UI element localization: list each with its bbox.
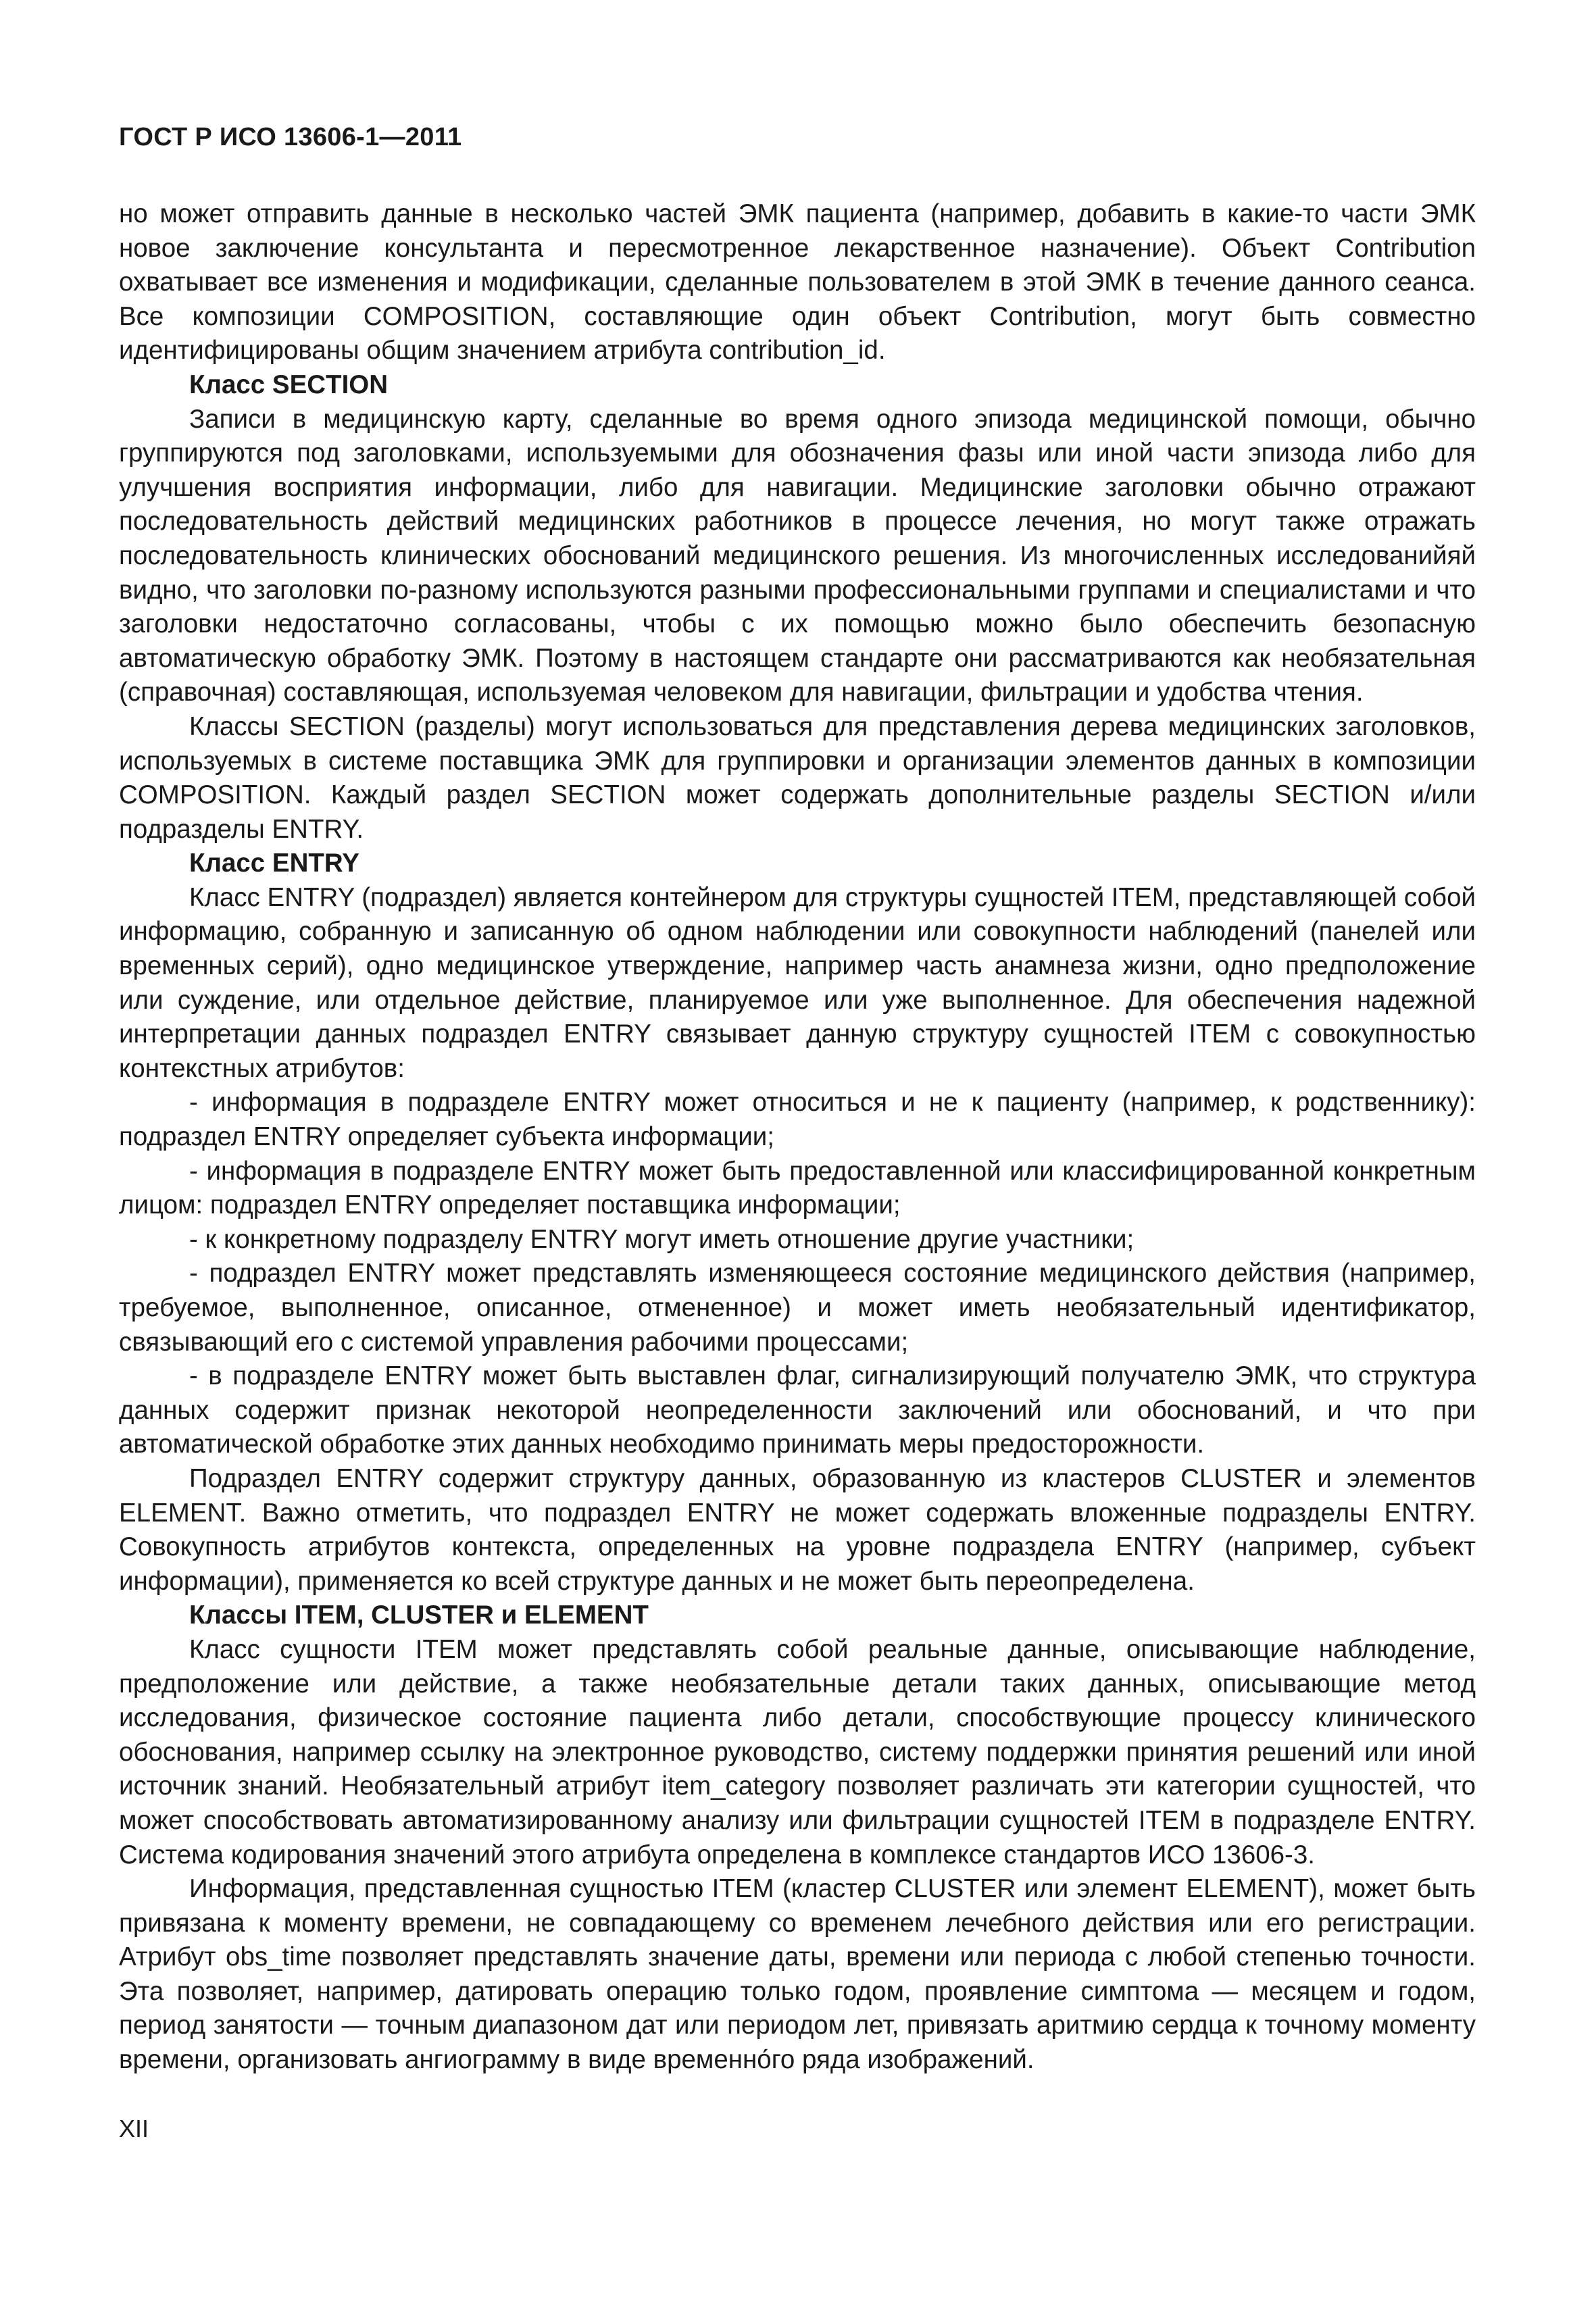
- page-number: XII: [119, 2115, 149, 2142]
- paragraph-entry-structure: Подраздел ENTRY содержит структуру данных, образованную из кластеров CLUSTER и элементов ELEMENT. Важно отметить, что подраздел ENTRY не может содержать вложенные подразделы ENTRY. Совокупность атрибутов контекста, определенных на уровне подраздела ENTRY (например, субъект информации), применяется ко всей структуре данных и не может быть переопределена.: [119, 1463, 1476, 1596]
- heading-section-class: Класс SECTION: [189, 370, 389, 399]
- paragraph-section-intro: Записи в медицинскую карту, сделанные во время одного эпизода медицинской помощи, обычно группируются под заголовками, используемыми для обозначения фазы или иной части эпизода либо для улучшения восприятия информации, либо для навигации. Медицинские заголовки обычно отражают последовательность действий медицинских работников в процессе лечения, но могут также отражать последовательность клинических обоснований медицинского решения. Из многочисленных исследованийяй видно, что заголовки по-разному используются разными профессиональными группами и специалистами и что заголовки недостаточно согласованы, чтобы с их помощью можно было обеспечить безопасную автоматическую обработку ЭМК. Поэтому в настоящем стандарте они рассматриваются как необязательная (справочная) составляющая, используемая человеком для навигации, фильтрации и удобства чтения.: [119, 404, 1476, 707]
- paragraph-item-obs-time: Информация, представленная сущностью ITEM (кластер CLUSTER или элемент ELEMENT), может быть привязана к моменту времени, не совпадающему со временем лечебного действия или его регистрации. Атрибут obs_time позволяет представлять значение даты, времени или периода с любой степенью точности. Эта позволяет, например, датировать операцию только годом, проявление симптома — месяцем и годом, период занятости — точным диапазоном дат или периодом лет, привязать аритмию сердца к точному моменту времени, организовать ангиограмму в виде временно́го ряда изображений.: [119, 1874, 1476, 2075]
- paragraph-item-class: Класс сущности ITEM может представлять собой реальные данные, описывающие наблюдение, предположение или действие, а также необязательные детали таких данных, описывающие метод исследования, физическое состояние пациента либо детали, способствующие процессу клинического обоснования, например ссылку на электронное руководство, систему поддержки принятия решений или иной источник знаний. Необязательный атрибут item_category позволяет различать эти категории сущностей, что может способствовать автоматизированному анализу или фильтрации сущностей ITEM в подразделе ENTRY. Система кодирования значений этого атрибута определена в комплексе стандартов ИСО 13606-3.: [119, 1634, 1476, 1869]
- standard-header: ГОСТ Р ИСО 13606-1—2011: [119, 123, 462, 151]
- paragraph-section-classes: Классы SECTION (разделы) могут использоваться для представления дерева медицинских заголовков, используемых в системе поставщика ЭМК для группировки и организации элементов данных в композиции COMPOSITION. Каждый раздел SECTION может содержать дополнительные разделы SECTION и/или подразделы ENTRY.: [119, 711, 1476, 844]
- list-item-entry-subject: - информация в подразделе ENTRY может относиться и не к пациенту (например, к родственнику): подраздел ENTRY определяет субъекта информации;: [119, 1088, 1476, 1152]
- list-item-entry-state: - подраздел ENTRY может представлять изменяющееся состояние медицинского действия (например, требуемое, выполненное, описанное, отмененное) и может иметь необязательный идентификатор, связывающий его с системой управления рабочими процессами;: [119, 1259, 1476, 1357]
- paragraph-entry-intro: Класс ENTRY (подраздел) является контейнером для структуры сущностей ITEM, представляющей собой информацию, собранную и записанную об одном наблюдении или совокупности наблюдений (панелей или временных серий), одно медицинское утверждение, например часть анамнеза жизни, одно предположение или суждение, или отдельное действие, планируемое или уже выполненное. Для обеспечения надежной интерпретации данных подраздел ENTRY связывает данную структуру сущностей ITEM с совокупностью контекстных атрибутов:: [119, 882, 1476, 1083]
- heading-entry-class: Класс ENTRY: [189, 849, 359, 878]
- list-item-entry-participants: - к конкретному подразделу ENTRY могут иметь отношение другие участники;: [189, 1224, 1134, 1254]
- document-body: [119, 197, 1476, 2078]
- heading-item-cluster-element: Классы ITEM, CLUSTER и ELEMENT: [189, 1601, 649, 1630]
- list-item-entry-uncertainty-flag: - в подразделе ENTRY может быть выставлен флаг, сигнализирующий получателю ЭМК, что структура данных содержит признак некоторой неопределенности заключений или обоснований, и что при автоматической обработке этих данных необходимо принимать меры предосторожности.: [119, 1361, 1476, 1459]
- list-item-entry-provider: - информация в подразделе ENTRY может быть предоставленной или классифицированной конкретным лицом: подраздел ENTRY определяет поставщика информации;: [119, 1156, 1476, 1220]
- paragraph-contribution-continued: но может отправить данные в несколько частей ЭМК пациента (например, добавить в какие-то части ЭМК новое заключение консультанта и пересмотренное лекарственное назначение). Объект Contribution охватывает все изменения и модификации, сделанные пользователем в этой ЭМК в течение данного сеанса. Все композиции COMPOSITION, составляющие один объект Contribution, могут быть совместно идентифицированы общим значением атрибута contribution_id.: [119, 199, 1476, 366]
